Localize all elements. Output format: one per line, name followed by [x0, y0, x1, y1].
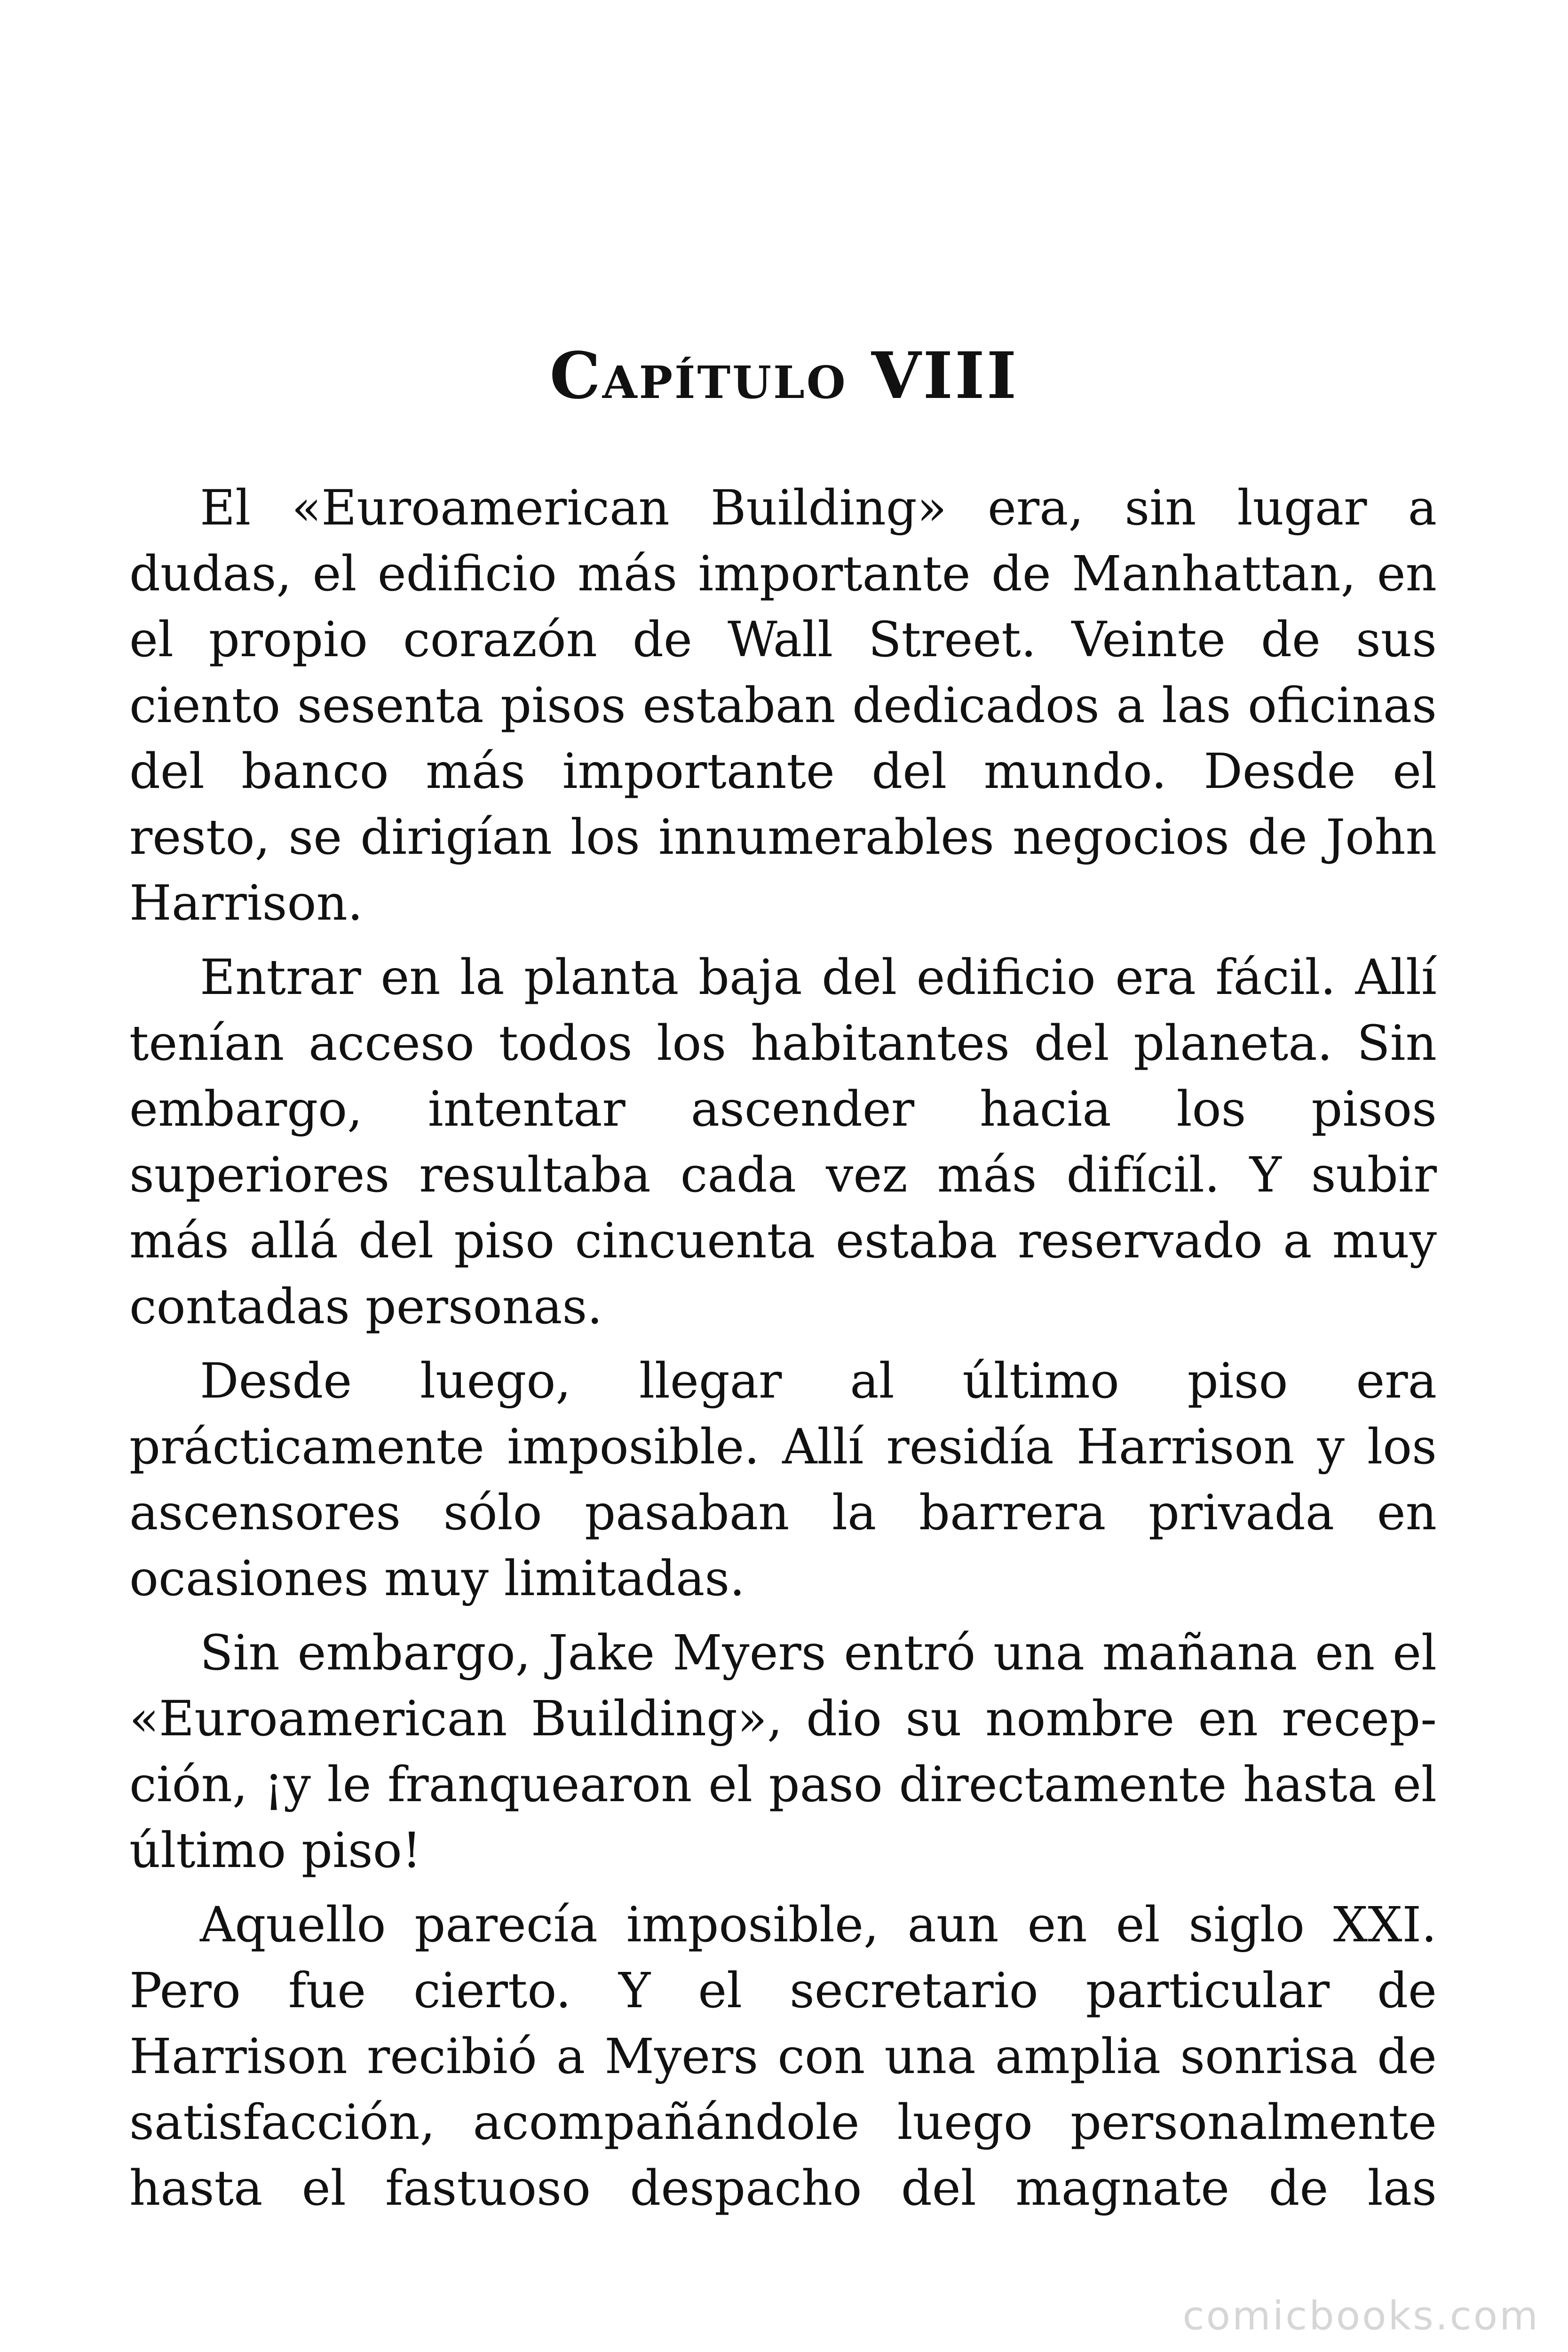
chapter-title: Capítulo VIII	[549, 338, 1019, 414]
paragraph: Entrar en la planta baja del edificio era fácil. Allí tenían acceso todos los habitantes del planeta. Sin embargo, intentar ascender hacia los pisos superiores resultaba cada vez más difícil. Y subir más allá del piso cincuenta estaba reservado a muy contadas personas.	[129, 949, 1437, 1335]
watermark: comicbooks.com	[1182, 2293, 1540, 2339]
paragraph: Sin embargo, Jake Myers entró una mañana en el «Euroamerican Building», dio su nombre en recepción, ¡y le franquearon el paso directamente hasta el último piso!	[129, 1625, 1437, 1879]
paragraph: Aquello parecía imposible, aun en el siglo XXI. Pero fue cierto. Y el secretario particular de Harrison recibió a Myers con una amplia sonrisa de satisfacción, acompañándole luego personalmente hasta el fastuoso despacho del magnate de las	[129, 1897, 1437, 2217]
paragraph: El «Euroamerican Building» era, sin lugar a dudas, el edificio más importante de Manhattan, en el propio corazón de Wall Street. Veinte de sus ciento sesenta pisos estaban dedicados a las oficinas del banco más importante del mundo. Desde el resto, se dirigían los innumerables negocios de John Harrison.	[129, 480, 1437, 931]
paragraph: Desde luego, llegar al último piso era prácticamente imposible. Allí residía Harrison y los ascensores sólo pasaban la barrera privada en ocasiones muy limitadas.	[129, 1353, 1437, 1607]
body-text	[129, 475, 1437, 2230]
